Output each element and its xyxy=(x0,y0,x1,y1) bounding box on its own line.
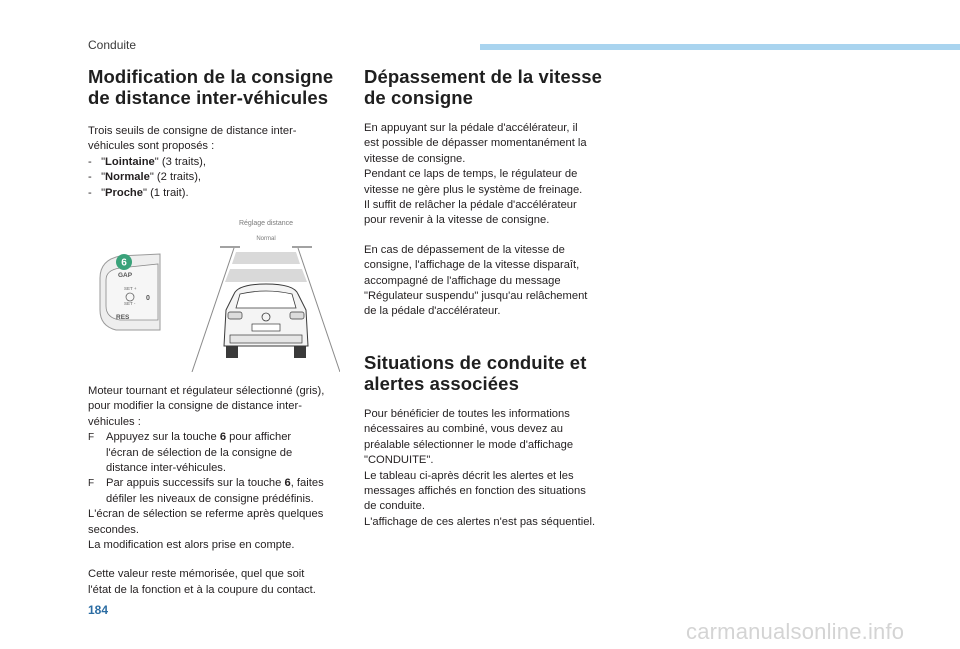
button-6-number: 6 xyxy=(121,257,127,269)
option-normale: - "Normale" (2 traits), xyxy=(88,171,202,184)
distance-band-1 xyxy=(232,252,300,264)
left-column xyxy=(88,66,346,201)
bullet-arrow-icon: F xyxy=(88,432,95,444)
overspeed-paragraph-2: En cas de dépassement de la vitesse de consigne, l'affichage de la vitesse disparaît, accompagné de l'affichage du message "Régulateur suspendu" jusqu'au relâchement de la pédale d'accélérateur. xyxy=(364,243,588,318)
button-6-badge xyxy=(114,252,134,272)
memory-paragraph: Cette valeur reste mémorisée, quel que soit l'état de la fonction et à la coupure du contact. xyxy=(88,568,316,596)
intro-line-2: véhicules sont proposés : xyxy=(88,140,215,153)
option-proche: - "Proche" (1 trait). xyxy=(88,186,189,199)
intro-line-1: Trois seuils de consigne de distance inter- xyxy=(88,125,297,137)
intro-paragraph xyxy=(88,124,346,201)
instruction-step-2: F Par appuis successifs sur la touche 6, faites défiler les niveaux de consigne prédéfinis. xyxy=(88,477,324,505)
res-label: RES xyxy=(116,314,130,321)
distance-setting-screen-illustration xyxy=(190,214,340,372)
instruction-step-1: F Appuyez sur la touche 6 pour afficher l'écran de sélection de la consigne de distance inter-véhicules. xyxy=(88,431,293,475)
gap-label: GAP xyxy=(118,272,133,279)
set-plus-label: SET + xyxy=(124,286,137,291)
screen-value: Normal xyxy=(256,236,276,242)
option-lointaine: - "Lointaine" (3 traits), xyxy=(88,155,206,168)
left-title-line-1: Modification de la consigne xyxy=(88,66,334,87)
overspeed-paragraph-1: En appuyant sur la pédale d'accélérateur, il est possible de dépasser momentanément la vitesse de consigne. Pendant ce laps de temps, le régulateur de vitesse ne gère plus le système de freinage. Il suffit de relâcher la pédale d'accélérateur pour revenir à la vitesse de consigne. xyxy=(364,122,587,227)
alerts-section-title: Situations de conduite et alertes associées xyxy=(364,351,587,394)
page-number: 184 xyxy=(88,603,109,617)
alerts-paragraph: Pour bénéficier de toutes les informations nécessaires au combiné, vous devez au préalable sélectionner le mode d'affichage "CONDUITE". Le tableau ci-après décrit les alertes et les messages affichés en fonction des situations de conduite. L'affichage de ces alertes n'est pas séquentiel. xyxy=(364,407,596,528)
zero-label: 0 xyxy=(146,295,150,302)
right-column xyxy=(364,66,624,530)
distance-band-2 xyxy=(225,269,307,282)
instructions-paragraph: Moteur tournant et régulateur sélectionné (gris), pour modifier la consigne de distance inter- véhicules : F Appuyez sur la touche 6 pour afficher l'écran de sélection de la consigne de distance inter-véhicules. F Par appuis successifs sur la touche 6, faites défiler les niveaux de consigne prédéfinis. L'écran de sélection se referme après quelques secondes. La modification est alors prise en compte. xyxy=(88,384,350,553)
car-rear-icon xyxy=(224,284,308,358)
screen-title: Réglage distance xyxy=(238,220,294,227)
left-title-line-2: de distance inter-véhicules xyxy=(88,87,329,108)
left-section-title xyxy=(88,66,346,108)
watermark: carmanualsonline.info xyxy=(686,619,905,644)
overspeed-section-title: Dépassement de la vitesse de consigne xyxy=(364,66,602,108)
set-minus-label: SET - xyxy=(124,301,136,306)
section-label: Conduite xyxy=(88,38,137,52)
bullet-arrow-icon: F xyxy=(88,478,95,490)
header-accent-bar xyxy=(480,44,960,50)
left-column-lower xyxy=(88,384,350,598)
